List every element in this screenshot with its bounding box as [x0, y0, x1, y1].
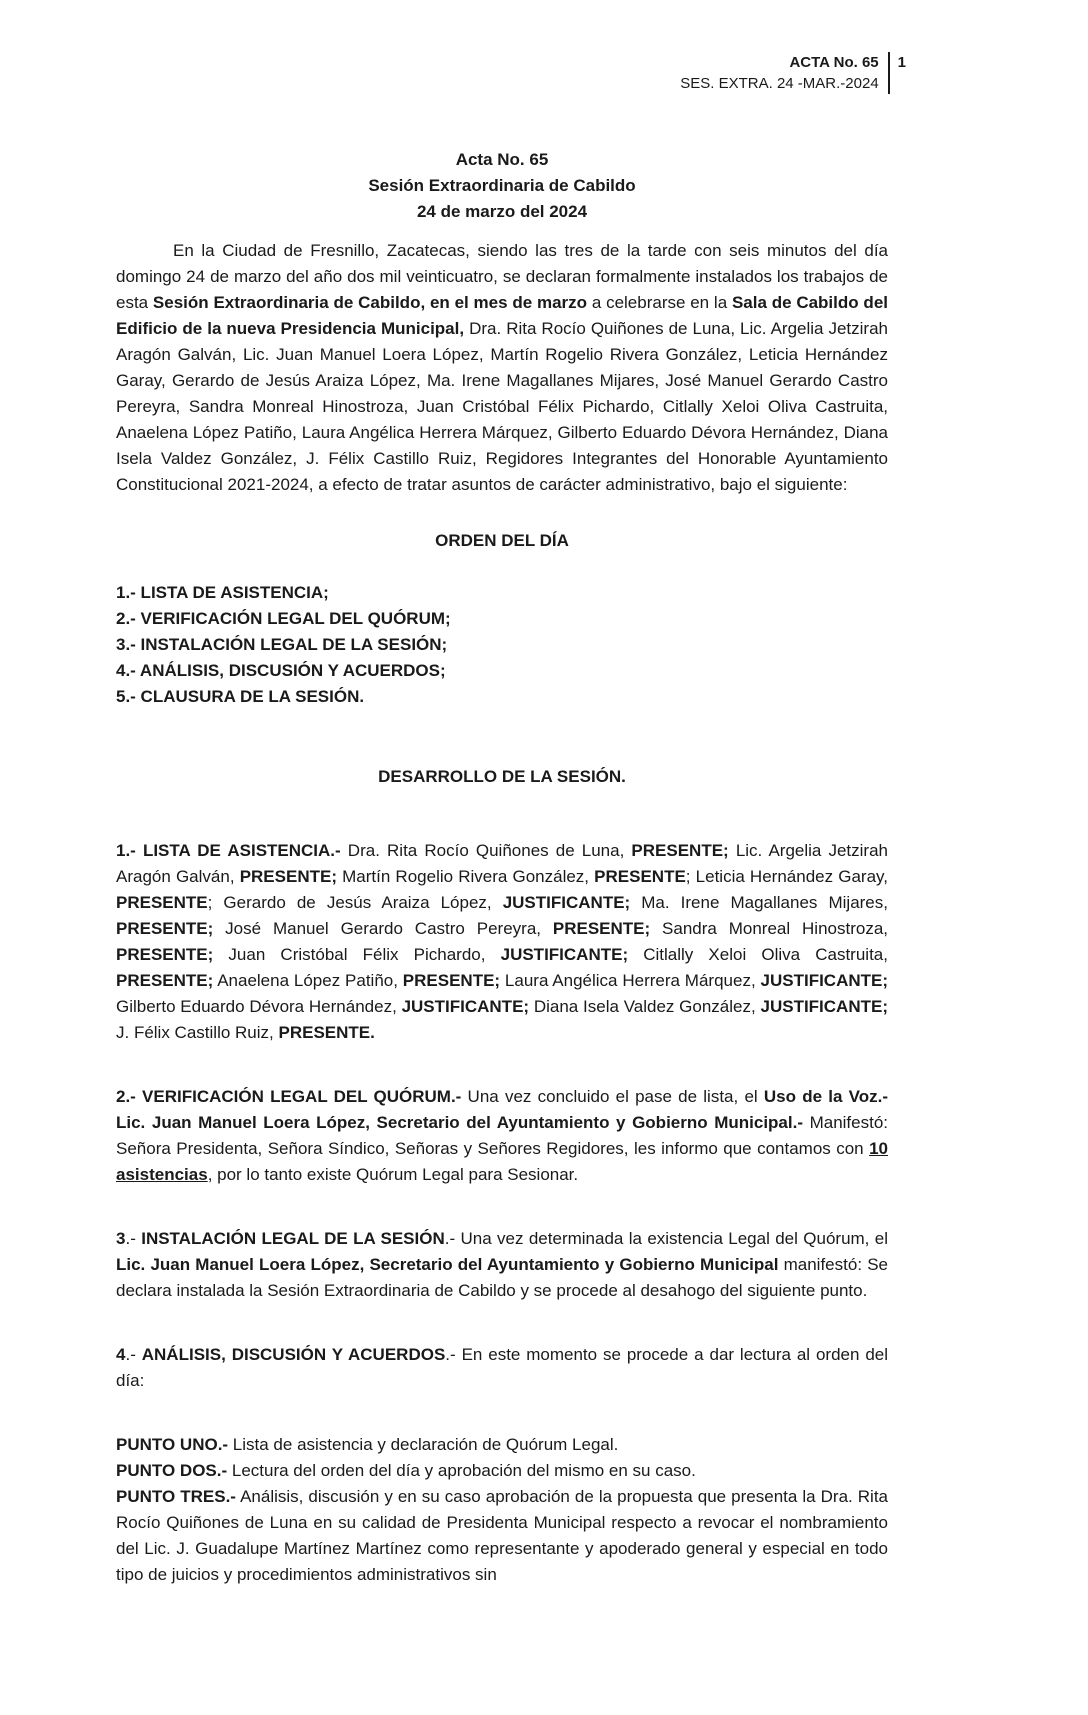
heading-orden-del-dia: ORDEN DEL DÍA	[435, 531, 569, 550]
paragraph-punto-tres: PUNTO TRES.- Análisis, discusión y en su caso aprobación de la propuesta que presenta la Dra. Rita Rocío Quiñones de Luna en su calidad de Presidenta Municipal respecto a revocar el nombramiento del Lic. J. Guadalupe Martínez Martínez como representante y apoderado general y especial en todo tipo de juicios y procedimientos administrativos sin	[116, 1487, 889, 1584]
orden-item-1: 1.- LISTA DE ASISTENCIA;	[116, 583, 329, 602]
title-date: 24 de marzo del 2024	[416, 202, 588, 221]
header-divider	[888, 52, 890, 94]
paragraph-instalacion-legal: 3.- INSTALACIÓN LEGAL DE LA SESIÓN.- Una vez determinada la existencia Legal del Quórum, el Lic. Juan Manuel Loera López, Secretario del Ayuntamiento y Gobierno Municipal manifestó: Se declara instalada la Sesión Extraordinaria de Cabildo y se procede al desahogo del siguiente punto.	[116, 1229, 888, 1300]
paragraph-lista-asistencia: 1.- LISTA DE ASISTENCIA.- Dra. Rita Rocío Quiñones de Luna, PRESENTE; Lic. Argelia Jetzirah Aragón Galván, PRESENTE; Martín Rogelio Rivera González, PRESENTE; Leticia Hernández Garay, PRESENTE; Gerardo de Jesús Araiza López, JUSTIFICANTE; Ma. Irene Magallanes Mijares, PRESENTE; José Manuel Gerardo Castro Pereyra, PRESENTE; Sandra Monreal Hinostroza, PRESENTE; Juan Cristóbal Félix Pichardo, JUSTIFICANTE; Citlally Xeloi Oliva Castruita, PRESENTE; Anaelena López Patiño, PRESENTE; Laura Angélica Herrera Márquez, JUSTIFICANTE; Gilberto Eduardo Dévora Hernández, JUSTIFICANTE; Diana Isela Valdez González, JUSTIFICANTE; J. Félix Castillo Ruiz, PRESENTE.	[116, 841, 889, 1042]
page-number: 1	[897, 54, 906, 71]
paragraph-analisis-acuerdos: 4.- ANÁLISIS, DISCUSIÓN Y ACUERDOS.- En este momento se procede a dar lectura al orden del día:	[116, 1345, 889, 1390]
paragraph-punto-uno: PUNTO UNO.- Lista de asistencia y declaración de Quórum Legal.	[116, 1435, 619, 1454]
title-session: Sesión Extraordinaria de Cabildo	[368, 176, 636, 195]
paragraph-verificacion-quorum: 2.- VERIFICACIÓN LEGAL DEL QUÓRUM.- Una vez concluido el pase de lista, el Uso de la Voz.- Lic. Juan Manuel Loera López, Secretario del Ayuntamiento y Gobierno Municipal.- Manifestó: Señora Presidenta, Señora Síndico, Señoras y Señores Regidores, les informo que contamos con 10 asistencias, por lo tanto existe Quórum Legal para Sesionar.	[116, 1087, 889, 1184]
header-acta-label: ACTA No. 65	[789, 54, 879, 71]
page-header	[680, 52, 906, 94]
header-session-label: SES. EXTRA. 24 -MAR.-2024	[680, 75, 879, 92]
orden-del-dia-list	[116, 580, 888, 710]
orden-item-3: 3.- INSTALACIÓN LEGAL DE LA SESIÓN;	[116, 635, 448, 654]
page-header-text	[680, 52, 878, 94]
title-acta: Acta No. 65	[455, 150, 549, 169]
orden-item-4: 4.- ANÁLISIS, DISCUSIÓN Y ACUERDOS;	[116, 661, 446, 680]
heading-desarrollo: DESARROLLO DE LA SESIÓN.	[378, 767, 626, 786]
paragraph-punto-dos: PUNTO DOS.- Lectura del orden del día y aprobación del mismo en su caso.	[116, 1461, 696, 1480]
document-title	[116, 147, 888, 225]
orden-item-5: 5.- CLAUSURA DE LA SESIÓN.	[116, 687, 365, 706]
paragraph-intro: En la Ciudad de Fresnillo, Zacatecas, siendo las tres de la tarde con seis minutos del día domingo 24 de marzo del año dos mil veinticuatro, se declaran formalmente instalados los trabajos de esta Sesión Extraordinaria de Cabildo, en el mes de marzo a celebrarse en la Sala de Cabildo del Edificio de la nueva Presidencia Municipal, Dra. Rita Rocío Quiñones de Luna, Lic. Argelia Jetzirah Aragón Galván, Lic. Juan Manuel Loera López, Martín Rogelio Rivera González, Leticia Hernández Garay, Gerardo de Jesús Araiza López, Ma. Irene Magallanes Mijares, José Manuel Gerardo Castro Pereyra, Sandra Monreal Hinostroza, Juan Cristóbal Félix Pichardo, Citlally Xeloi Oliva Castruita, Anaelena López Patiño, Laura Angélica Herrera Márquez, Gilberto Eduardo Dévora Hernández, Diana Isela Valdez González, J. Félix Castillo Ruiz, Regidores Integrantes del Honorable Ayuntamiento Constitucional 2021-2024, a efecto de tratar asuntos de carácter administrativo, bajo el siguiente:	[116, 241, 889, 494]
orden-item-2: 2.- VERIFICACIÓN LEGAL DEL QUÓRUM;	[116, 609, 451, 628]
